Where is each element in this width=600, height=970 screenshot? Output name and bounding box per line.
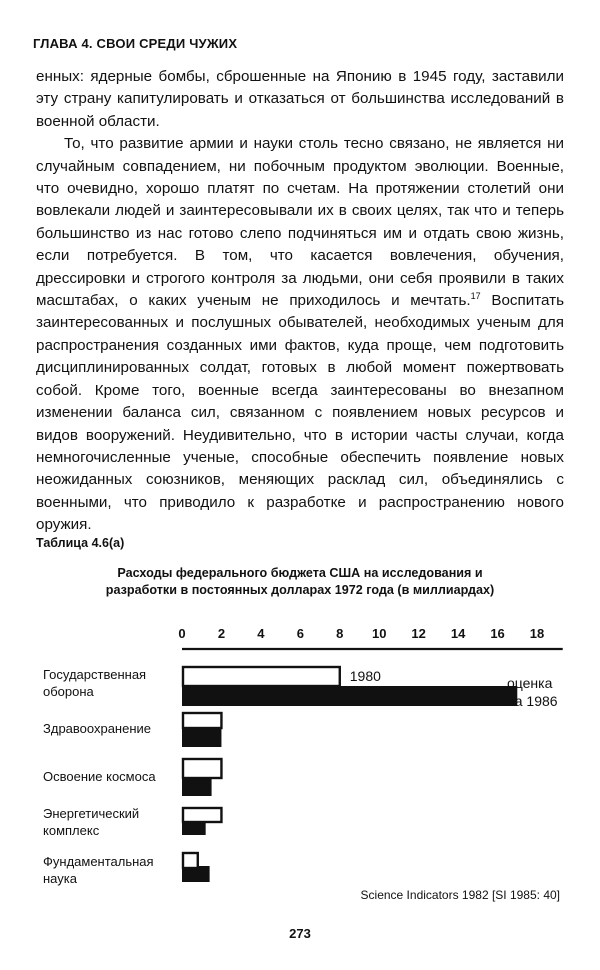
paragraph-1: енных: ядерные бомбы, сброшенные на Японию в 1945 году, заставили эту страну капитулировать и отказаться от большинства исследований в военной области. bbox=[36, 68, 564, 130]
bar-1980 bbox=[183, 713, 221, 728]
category-label: комплекс bbox=[43, 823, 100, 838]
chart-title-line-1: Расходы федерального бюджета США на исследования и bbox=[117, 566, 483, 580]
bar-1980 bbox=[183, 759, 221, 778]
series-1986-label-line1: оценка bbox=[507, 675, 553, 691]
bar-1980 bbox=[183, 853, 198, 868]
x-tick-label: 2 bbox=[217, 626, 226, 641]
category-label: Государственная bbox=[43, 667, 147, 682]
footnote-ref[interactable]: 17 bbox=[470, 291, 481, 301]
category-label: Здравоохранение bbox=[43, 721, 152, 736]
x-tick-label: 10 bbox=[371, 626, 387, 641]
bar-1980 bbox=[183, 667, 340, 686]
paragraph-2-part-a: То, что развитие армии и науки столь тесно связано, не является ни случайным совпадением, ни побочным продуктом эволюции. Военные, что очевидно, хорошо платят по счетам. На протяжении столетий они вовлекали людей и заинтересовывали их в своих целях, так что и теперь большинство из нас готово слепо подчиняться им и отдать свою жизнь, если потребуется. В том, что касается вовлечения, обучения, дрессировки и строгого контроля за людьми, они себя проявили в таких масштабах, о каких ученым не приходилось и мечтать. bbox=[36, 135, 564, 310]
paragraph-2-part-b: Воспитать заинтересованных и послушных обывателей, необходимых ученым для распространения созданных ими фактов, куда проще, чем подготовить дисциплинированных солдат, готовых в любой момент пожертвовать собой. Кроме того, военные всегда заинтересованы во внезапном изменении баланса сил, связанном с появлением новых ресурсов и видов вооружений. Неудивительно, что в истории часты случаи, когда немногочисленные ученые, способные обеспечить появление новых неожиданных союзников, меняющих расклад сил, объединялись с военными, что приводило к разработке и распространению нового оружия. bbox=[36, 292, 564, 534]
category-label: Энергетический bbox=[43, 806, 140, 821]
source-citation: Science Indicators 1982 [SI 1985: 40] bbox=[360, 888, 560, 902]
chart-title-line-2: разработки в постоянных долларах 1972 года (в миллиардах) bbox=[105, 583, 495, 597]
category-label: оборона bbox=[43, 684, 94, 699]
x-tick-label: 8 bbox=[336, 626, 344, 641]
x-tick-label: 6 bbox=[296, 626, 304, 641]
chapter-header: ГЛАВА 4. СВОИ СРЕДИ ЧУЖИХ bbox=[33, 36, 238, 51]
x-tick-label: 16 bbox=[490, 626, 505, 641]
table-caption: Таблица 4.6(а) bbox=[36, 536, 125, 550]
x-tick-label: 4 bbox=[257, 626, 265, 641]
bar-1986 bbox=[182, 686, 517, 706]
category-label: Освоение космоса bbox=[43, 769, 156, 784]
x-tick-label: 14 bbox=[450, 626, 466, 641]
x-tick-label: 0 bbox=[178, 626, 186, 641]
page-number: 273 bbox=[289, 926, 311, 941]
category-label: Фундаментальная bbox=[43, 854, 154, 869]
bar-1980 bbox=[183, 808, 221, 822]
category-label: наука bbox=[43, 871, 77, 886]
series-1980-label: 1980 bbox=[349, 668, 381, 684]
x-tick-label: 18 bbox=[529, 626, 545, 641]
x-tick-label: 12 bbox=[411, 626, 426, 641]
series-1986-label-line2: на 1986 bbox=[507, 693, 558, 709]
